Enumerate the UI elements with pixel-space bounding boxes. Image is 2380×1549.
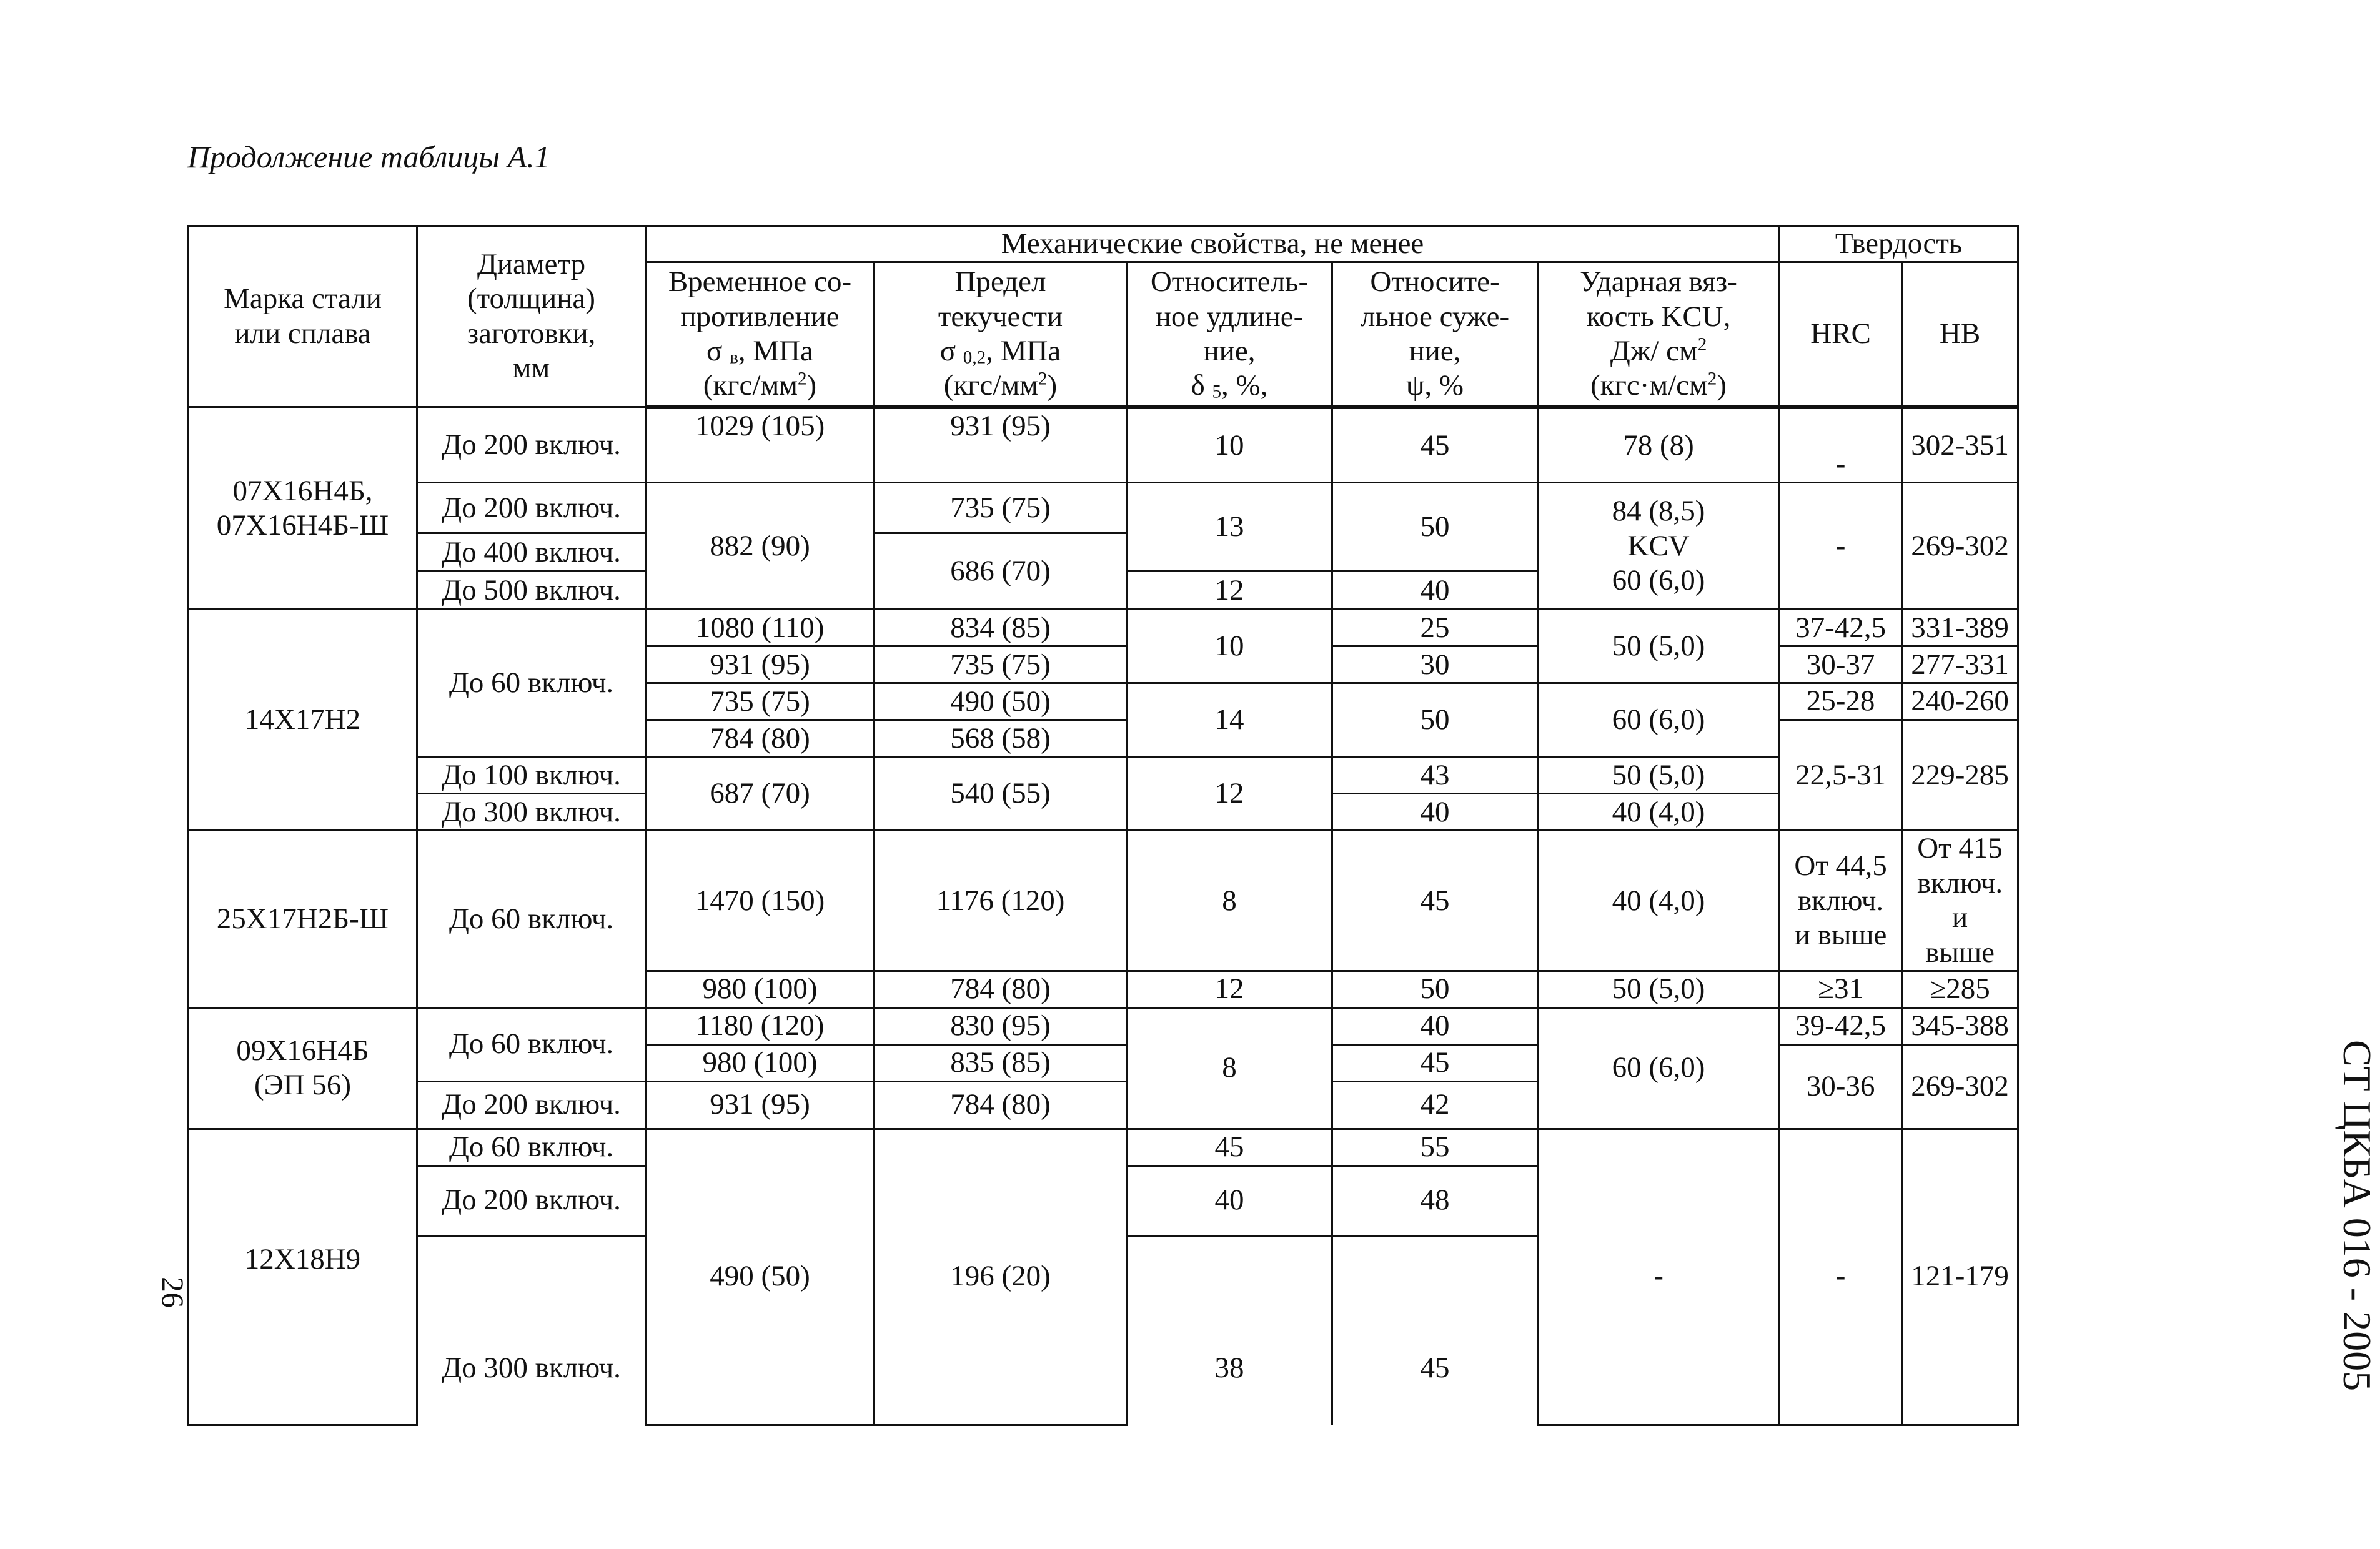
diameter-cell: До 60 включ. (417, 1007, 646, 1081)
header-tensile-strength: Временное со- противление σ в, МПа $(кгс/мм^2)$ (646, 262, 875, 407)
reduction-cell: 43 (1332, 757, 1538, 794)
header-reduction-of-area: Относите- льное суже- ние, ψ, % (1332, 262, 1538, 407)
hb-cell: 269-302 (1902, 483, 2018, 610)
diameter-cell: До 300 включ. (417, 794, 646, 831)
hb-cell: 302-351 (1902, 407, 2018, 483)
table-caption: Продолжение таблицы А.1 (187, 139, 550, 174)
hb-cell: 345-388 (1902, 1007, 2018, 1044)
diameter-cell: До 200 включ. (417, 1165, 646, 1235)
diameter-cell: До 500 включ. (417, 572, 646, 610)
hb-cell: 229-285 (1902, 720, 2018, 831)
tensile-cell: 784 (80) (646, 720, 875, 757)
elongation-cell: 13 (1127, 483, 1332, 572)
hrc-cell: - (1780, 1129, 1902, 1425)
impact-cell: - (1538, 1129, 1780, 1425)
elongation-cell: 12 (1127, 572, 1332, 610)
diameter-cell: До 200 включ. (417, 407, 646, 483)
tensile-cell: 882 (90) (646, 483, 875, 610)
hb-cell: От 415 включ. и выше (1902, 831, 2018, 971)
yield-cell: 834 (85) (875, 610, 1127, 646)
impact-cell: 40 (4,0) (1538, 831, 1780, 971)
hrc-cell: 37-42,5 (1780, 610, 1902, 646)
hrc-cell: От 44,5 включ. и выше (1780, 831, 1902, 971)
reduction-cell: 45 (1332, 1044, 1538, 1081)
impact-cell: 78 (8) (1538, 407, 1780, 483)
tensile-cell: 980 (100) (646, 971, 875, 1007)
header-hrc: HRC (1780, 262, 1902, 407)
header-mechanical-properties: Механические свойства, не менее (646, 226, 1780, 262)
reduction-cell: 50 (1332, 971, 1538, 1007)
diameter-cell: До 60 включ. (417, 831, 646, 1007)
diameter-cell: До 60 включ. (417, 1129, 646, 1165)
header-impact-toughness: Ударная вяз- кость KCU, Дж/ $см^2$ $(кгс\cdot м/см^2)$ (1538, 262, 1780, 407)
yield-cell: 490 (50) (875, 683, 1127, 720)
diameter-cell: До 300 включ. (417, 1235, 646, 1425)
elongation-cell: 8 (1127, 1007, 1332, 1129)
hrc-cell: 39-42,5 (1780, 1007, 1902, 1044)
header-diameter: Диаметр (толщина) заготовки, мм (417, 226, 646, 407)
grade-cell: 12Х18Н9 (189, 1129, 417, 1425)
reduction-cell: 50 (1332, 683, 1538, 757)
tensile-cell: 735 (75) (646, 683, 875, 720)
impact-cell: 50 (5,0) (1538, 971, 1780, 1007)
header-yield-strength: Предел текучести σ 0,2, МПа $(кгс/мм^2)$ (875, 262, 1127, 407)
hrc-cell: 22,5-31 (1780, 720, 1902, 831)
tensile-cell: 1470 (150) (646, 831, 875, 971)
reduction-cell: 48 (1332, 1165, 1538, 1235)
yield-cell: 835 (85) (875, 1044, 1127, 1081)
diameter-cell: До 100 включ. (417, 757, 646, 794)
elongation-cell: 12 (1127, 757, 1332, 831)
reduction-cell: 50 (1332, 483, 1538, 572)
page-number: 26 (156, 1277, 191, 1308)
hb-cell: 269-302 (1902, 1044, 2018, 1129)
yield-cell: 784 (80) (875, 1081, 1127, 1129)
tensile-cell: 687 (70) (646, 757, 875, 831)
hb-cell: ≥285 (1902, 971, 2018, 1007)
tensile-cell: 1080 (110) (646, 610, 875, 646)
tensile-cell: 490 (50) (646, 1129, 875, 1425)
elongation-cell: 38 (1127, 1235, 1332, 1425)
elongation-cell: 10 (1127, 610, 1332, 683)
tensile-cell: 931 (95) (646, 1081, 875, 1129)
reduction-cell: 25 (1332, 610, 1538, 646)
reduction-cell: 42 (1332, 1081, 1538, 1129)
diameter-cell: До 400 включ. (417, 533, 646, 572)
elongation-cell: 8 (1127, 831, 1332, 971)
grade-cell: 14Х17Н2 (189, 610, 417, 831)
elongation-cell: 40 (1127, 1165, 1332, 1235)
header-elongation: Относитель- ное удлине- ние, δ 5, %, (1127, 262, 1332, 407)
yield-cell: 931 (95) (875, 407, 1127, 483)
diameter-cell: До 200 включ. (417, 483, 646, 533)
document-code-text: СТ ЦКБА 016 - 2005 (2335, 1039, 2379, 1392)
tensile-cell: 1180 (120) (646, 1007, 875, 1044)
impact-cell: 50 (5,0) (1538, 610, 1780, 683)
tensile-cell: 931 (95) (646, 646, 875, 683)
tensile-cell: 1029 (105) (646, 407, 875, 483)
reduction-cell: 45 (1332, 407, 1538, 483)
hrc-cell: - (1780, 483, 1902, 610)
reduction-cell: 40 (1332, 1007, 1538, 1044)
grade-cell: 07Х16Н4Б, 07Х16Н4Б-Ш (189, 407, 417, 610)
header-hardness: Твердость (1780, 226, 2018, 262)
yield-cell: 540 (55) (875, 757, 1127, 831)
elongation-cell: 45 (1127, 1129, 1332, 1165)
grade-cell: 09Х16Н4Б (ЭП 56) (189, 1007, 417, 1129)
hrc-cell: ≥31 (1780, 971, 1902, 1007)
hrc-cell: - (1780, 407, 1902, 483)
header-hb: HB (1902, 262, 2018, 407)
diameter-cell: До 200 включ. (417, 1081, 646, 1129)
yield-cell: 735 (75) (875, 646, 1127, 683)
impact-cell: 60 (6,0) (1538, 1007, 1780, 1129)
tensile-cell: 980 (100) (646, 1044, 875, 1081)
reduction-cell: 40 (1332, 572, 1538, 610)
yield-cell: 196 (20) (875, 1129, 1127, 1425)
hb-cell: 277-331 (1902, 646, 2018, 683)
elongation-cell: 10 (1127, 407, 1332, 483)
yield-cell: 830 (95) (875, 1007, 1127, 1044)
hrc-cell: 25-28 (1780, 683, 1902, 720)
hrc-cell: 30-37 (1780, 646, 1902, 683)
impact-cell: 50 (5,0) (1538, 757, 1780, 794)
hb-cell: 240-260 (1902, 683, 2018, 720)
impact-cell: 40 (4,0) (1538, 794, 1780, 831)
reduction-cell: 45 (1332, 831, 1538, 971)
diameter-cell: До 60 включ. (417, 610, 646, 757)
yield-cell: 568 (58) (875, 720, 1127, 757)
reduction-cell: 45 (1332, 1235, 1538, 1425)
hrc-cell: 30-36 (1780, 1044, 1902, 1129)
yield-cell: 686 (70) (875, 533, 1127, 610)
elongation-cell: 14 (1127, 683, 1332, 757)
reduction-cell: 40 (1332, 794, 1538, 831)
header-grade: Марка стали или сплава (189, 226, 417, 407)
elongation-cell: 12 (1127, 971, 1332, 1007)
steel-properties-table (187, 225, 2019, 1426)
hb-cell: 121-179 (1902, 1129, 2018, 1425)
reduction-cell: 30 (1332, 646, 1538, 683)
impact-cell: 84 (8,5) KCV 60 (6,0) (1538, 483, 1780, 610)
grade-cell: 25Х17Н2Б-Ш (189, 831, 417, 1007)
hb-cell: 331-389 (1902, 610, 2018, 646)
yield-cell: 784 (80) (875, 971, 1127, 1007)
reduction-cell: 55 (1332, 1129, 1538, 1165)
yield-cell: 735 (75) (875, 483, 1127, 533)
yield-cell: 1176 (120) (875, 831, 1127, 971)
impact-cell: 60 (6,0) (1538, 683, 1780, 757)
